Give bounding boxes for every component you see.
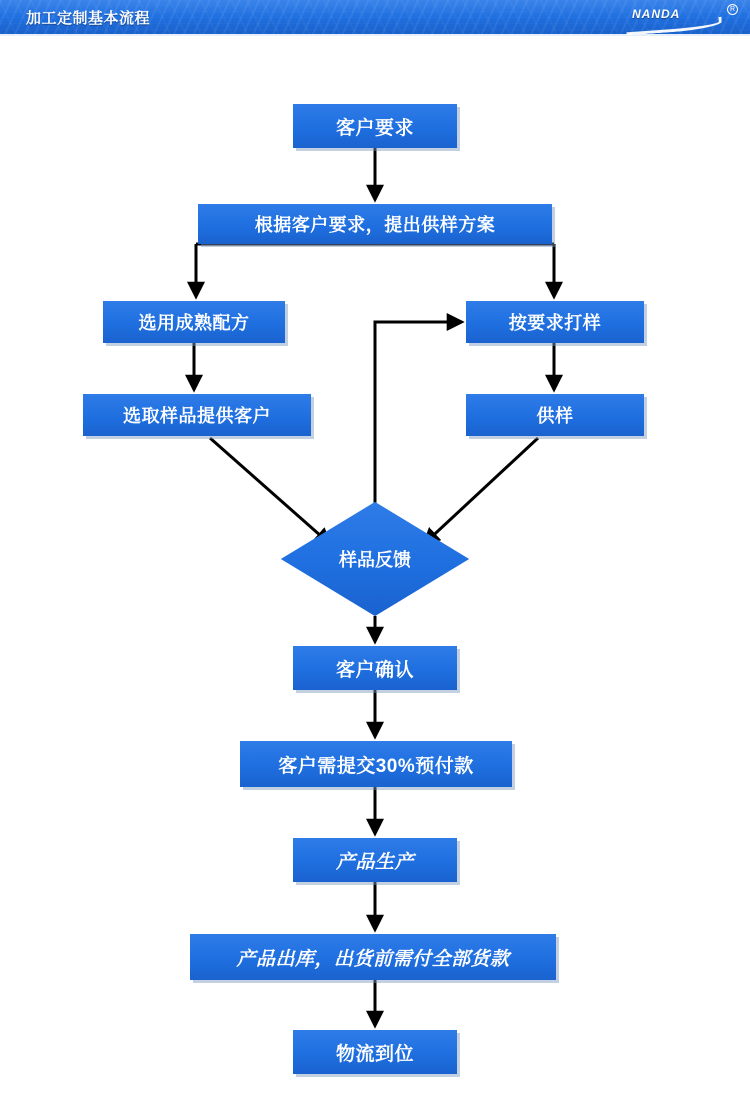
node-mature-formula[interactable]	[103, 301, 285, 343]
node-customer-confirm[interactable]	[293, 646, 457, 690]
node-sample-on-request[interactable]	[466, 301, 644, 343]
page-title: 加工定制基本流程	[26, 10, 151, 27]
node-label: 产品生产	[335, 851, 414, 873]
node-sampling-plan[interactable]	[198, 204, 552, 244]
node-prepayment-30-percent[interactable]	[240, 741, 512, 787]
node-label: 根据客户要求，提出供样方案	[254, 215, 496, 235]
node-label: 物流到位	[335, 1043, 414, 1065]
node-production[interactable]	[293, 838, 457, 882]
registered-trademark-icon: R	[727, 4, 738, 15]
page-header	[0, 0, 750, 36]
node-label: 客户要求	[335, 117, 414, 139]
node-label: 样品反馈	[339, 550, 411, 570]
node-select-sample-for-customer[interactable]	[83, 394, 311, 436]
node-logistics-delivered[interactable]	[293, 1030, 457, 1074]
node-label: 按要求打样	[508, 313, 602, 333]
flowchart-canvas	[0, 36, 750, 1118]
nanda-logo	[620, 1, 740, 35]
node-label: 客户需提交30%预付款	[278, 755, 474, 777]
logo-text: NANDA	[632, 7, 681, 21]
node-label: 客户确认	[335, 659, 414, 681]
node-sample-feedback[interactable]	[281, 502, 469, 616]
node-shipment-full-payment[interactable]	[190, 934, 556, 980]
node-label: 选用成熟配方	[138, 313, 250, 333]
node-label: 选取样品提供客户	[123, 406, 271, 426]
node-supply-sample[interactable]	[466, 394, 644, 436]
node-label: 供样	[536, 406, 574, 426]
node-label: 产品出库，出货前需付全部货款	[236, 948, 510, 970]
node-customer-requirement[interactable]	[293, 104, 457, 148]
